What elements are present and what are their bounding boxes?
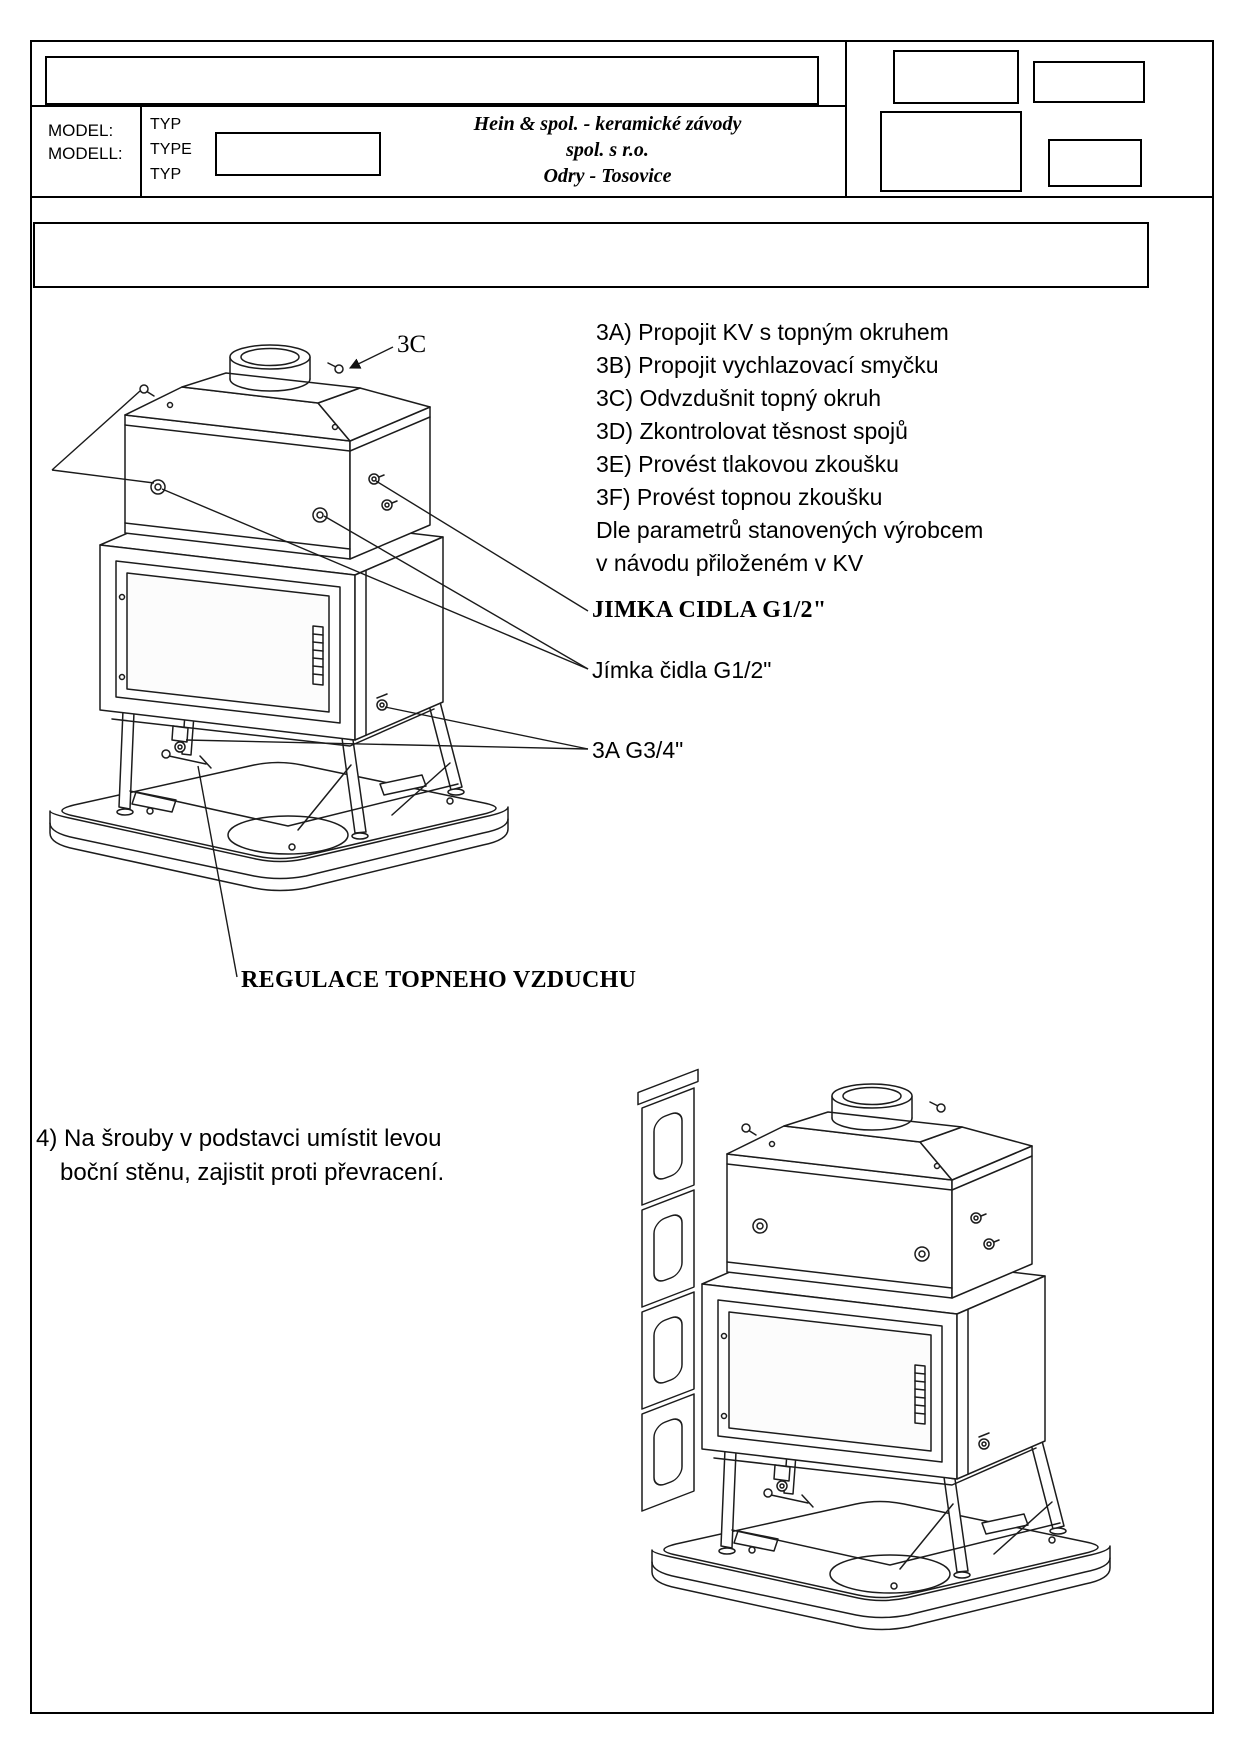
header-divider-model xyxy=(140,105,142,196)
side-wall-block-hole xyxy=(654,1212,682,1285)
model-labels xyxy=(48,119,123,165)
callout-air-regulation: REGULACE TOPNEHO VZDUCHU xyxy=(241,967,637,993)
instruction-line-3c: 3C) Odvzdušnit topný okruh xyxy=(596,385,882,411)
instruction4-line-2: boční stěnu, zajistit proti převracení. xyxy=(60,1159,445,1186)
company-line-1: Hein & spol. - keramické závody xyxy=(473,113,742,135)
side-wall-block-hole xyxy=(654,1110,682,1183)
header-bottom-rule xyxy=(30,196,1212,198)
company-name-block xyxy=(395,111,820,189)
ceramic-side-wall xyxy=(638,1070,698,1513)
header-empty-bar xyxy=(33,222,1149,288)
typ-label-1: TYP xyxy=(150,116,182,133)
header-box-right-3 xyxy=(880,111,1022,192)
step3-instructions xyxy=(596,316,983,580)
instruction4-line-1: 4) Na šrouby v podstavci umístit levou xyxy=(36,1125,442,1152)
header-divider-right xyxy=(845,40,847,198)
instruction-line-note1: Dle parametrů stanovených výrobcem xyxy=(596,517,984,543)
instruction-line-3d: 3D) Zkontrolovat těsnost spojů xyxy=(596,418,908,444)
step4-instructions xyxy=(36,1122,444,1190)
diagram-kv-with-side-wall xyxy=(600,1020,1145,1685)
header-divider-row xyxy=(30,105,845,107)
company-line-3: Odry - Tosovice xyxy=(543,165,672,187)
instruction-line-3b: 3B) Propojit vychlazovací smyčku xyxy=(596,352,939,378)
type-entry-box xyxy=(215,132,381,176)
typ-label-3: TYP xyxy=(150,166,182,183)
side-wall-block-hole xyxy=(654,1314,682,1387)
modell-label: MODELL: xyxy=(48,144,123,163)
header-title-box xyxy=(45,56,819,105)
instruction-line-3f: 3F) Provést topnou zkoušku xyxy=(596,484,883,510)
instruction-line-3e: 3E) Provést tlakovou zkoušku xyxy=(596,451,899,477)
side-wall-block-hole xyxy=(654,1416,682,1489)
diagram-kv-connections xyxy=(30,295,550,945)
instruction-line-3a: 3A) Propojit KV s topným okruhem xyxy=(596,319,949,345)
callout-sensor-well-caps: JIMKA CIDLA G1/2" xyxy=(592,597,827,623)
header-box-top-right-1 xyxy=(893,50,1019,104)
type-labels xyxy=(150,112,192,187)
callout-connection-3a: 3A G3/4" xyxy=(592,737,684,763)
company-line-2: spol. s r.o. xyxy=(566,139,649,161)
header-box-right-4 xyxy=(1048,139,1142,187)
callout-sensor-well: Jímka čidla G1/2" xyxy=(592,657,772,683)
model-label: MODEL: xyxy=(48,121,114,140)
header-box-top-right-2 xyxy=(1033,61,1145,103)
typ-label-2: TYPE xyxy=(150,141,192,158)
callout-3c: 3C xyxy=(397,331,427,358)
instruction-line-note2: v návodu přiloženém v KV xyxy=(596,550,864,576)
